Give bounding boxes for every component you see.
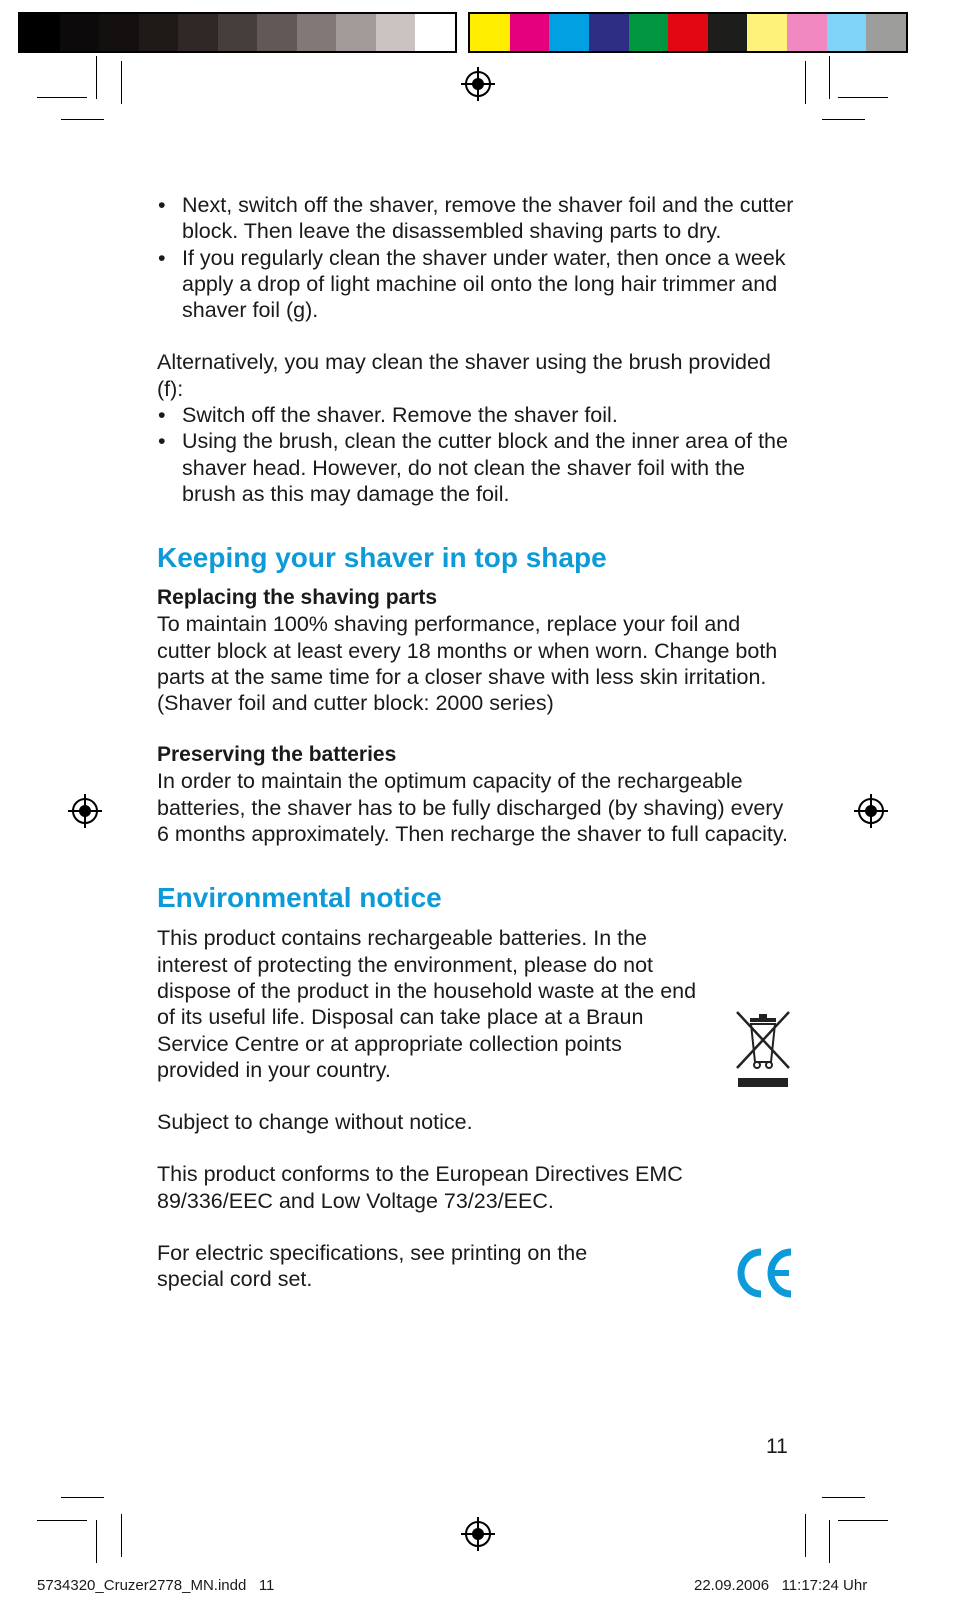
crop-mark bbox=[805, 1514, 806, 1557]
cleaning-steps-list bbox=[157, 192, 797, 323]
color-swatch bbox=[787, 14, 827, 51]
crop-mark bbox=[822, 119, 865, 120]
crossed-out-wheelie-bin-icon bbox=[733, 1008, 793, 1090]
manual-content bbox=[157, 192, 797, 1293]
color-swatch bbox=[747, 14, 787, 51]
crop-mark bbox=[829, 56, 830, 99]
list-item: • Switch off the shaver. Remove the shaver foil. bbox=[157, 402, 797, 428]
crop-mark bbox=[829, 1520, 830, 1563]
crop-mark bbox=[96, 1520, 97, 1563]
preserving-subheading: Preserving the batteries bbox=[157, 743, 397, 767]
crop-mark bbox=[37, 97, 87, 98]
environment-heading: Environmental notice bbox=[157, 882, 442, 914]
registration-mark-icon bbox=[854, 794, 888, 828]
footer-timestamp: 22.09.2006 11:17:24 Uhr bbox=[694, 1577, 868, 1594]
directives-text: This product conforms to the European Directives EMC 89/336/EEC and Low Voltage 73/23/EEC. bbox=[157, 1162, 683, 1213]
registration-mark-icon bbox=[461, 1517, 495, 1551]
crop-mark bbox=[805, 61, 806, 104]
subject-to-change: Subject to change without notice. bbox=[157, 1110, 473, 1135]
color-swatch bbox=[139, 14, 179, 51]
color-swatch bbox=[376, 14, 416, 51]
crop-mark bbox=[121, 61, 122, 104]
crop-mark bbox=[61, 1497, 104, 1498]
replacing-note: (Shaver foil and cutter block: 2000 series) bbox=[157, 691, 554, 716]
list-item: • Next, switch off the shaver, remove the shaver foil and the cutter block. Then leave the disassembled shaving parts to dry. bbox=[157, 192, 797, 245]
color-swatch bbox=[827, 14, 867, 51]
color-swatch bbox=[415, 14, 455, 51]
color-swatch bbox=[218, 14, 258, 51]
ce-mark-icon bbox=[735, 1244, 795, 1302]
color-swatch bbox=[510, 14, 550, 51]
color-swatch bbox=[629, 14, 669, 51]
color-swatch bbox=[178, 14, 218, 51]
environment-body: This product contains rechargeable batteries. In the interest of protecting the environment, please do not dispose of the product in the household waste at the end of its useful life. Disposal can take place at a Braun Service Centre or at appropriate collection points provided in your country. bbox=[157, 926, 697, 1082]
top-shape-heading: Keeping your shaver in top shape bbox=[157, 542, 607, 574]
replacing-body: To maintain 100% shaving performance, replace your foil and cutter block at least every 18 months or when worn. Change both parts at the same time for a closer shave with less skin irritation. bbox=[157, 612, 778, 689]
color-swatch bbox=[20, 14, 60, 51]
color-swatch bbox=[708, 14, 748, 51]
color-swatch bbox=[470, 14, 510, 51]
color-swatch bbox=[549, 14, 589, 51]
registration-mark-icon bbox=[461, 67, 495, 101]
list-item: • If you regularly clean the shaver under water, then once a week apply a drop of light machine oil onto the long hair trimmer and shaver foil (g). bbox=[157, 245, 797, 324]
page-number: 11 bbox=[766, 1435, 788, 1458]
color-swatch bbox=[668, 14, 708, 51]
crop-mark bbox=[822, 1497, 865, 1498]
crop-mark bbox=[838, 1520, 888, 1521]
crop-mark bbox=[121, 1514, 122, 1557]
alternative-intro: Alternatively, you may clean the shaver using the brush provided (f): bbox=[157, 350, 771, 401]
color-swatch bbox=[99, 14, 139, 51]
list-item: • Using the brush, clean the cutter block and the inner area of the shaver head. However, do not clean the shaver foil with the brush as this may damage the foil. bbox=[157, 428, 797, 507]
color-swatch bbox=[297, 14, 337, 51]
crop-mark bbox=[37, 1520, 87, 1521]
crop-mark bbox=[96, 56, 97, 99]
process-color-bar bbox=[468, 12, 908, 53]
registration-mark-icon bbox=[68, 794, 102, 828]
gray-color-bar bbox=[18, 12, 457, 53]
electric-specs-text: For electric specifications, see printing on the special cord set. bbox=[157, 1241, 588, 1292]
color-swatch bbox=[336, 14, 376, 51]
crop-mark bbox=[61, 119, 104, 120]
color-swatch bbox=[257, 14, 297, 51]
crop-mark bbox=[838, 97, 888, 98]
preserving-body: In order to maintain the optimum capacity of the rechargeable batteries, the shaver has to be fully discharged (by shaving) every 6 months approximately. Then recharge the shaver to full capacity. bbox=[157, 769, 788, 847]
footer-file-name: 5734320_Cruzer2778_MN.indd 11 bbox=[37, 1577, 275, 1594]
color-swatch bbox=[866, 14, 906, 51]
replacing-subheading: Replacing the shaving parts bbox=[157, 586, 438, 610]
brush-steps-list bbox=[157, 402, 797, 507]
color-swatch bbox=[589, 14, 629, 51]
color-swatch bbox=[60, 14, 100, 51]
